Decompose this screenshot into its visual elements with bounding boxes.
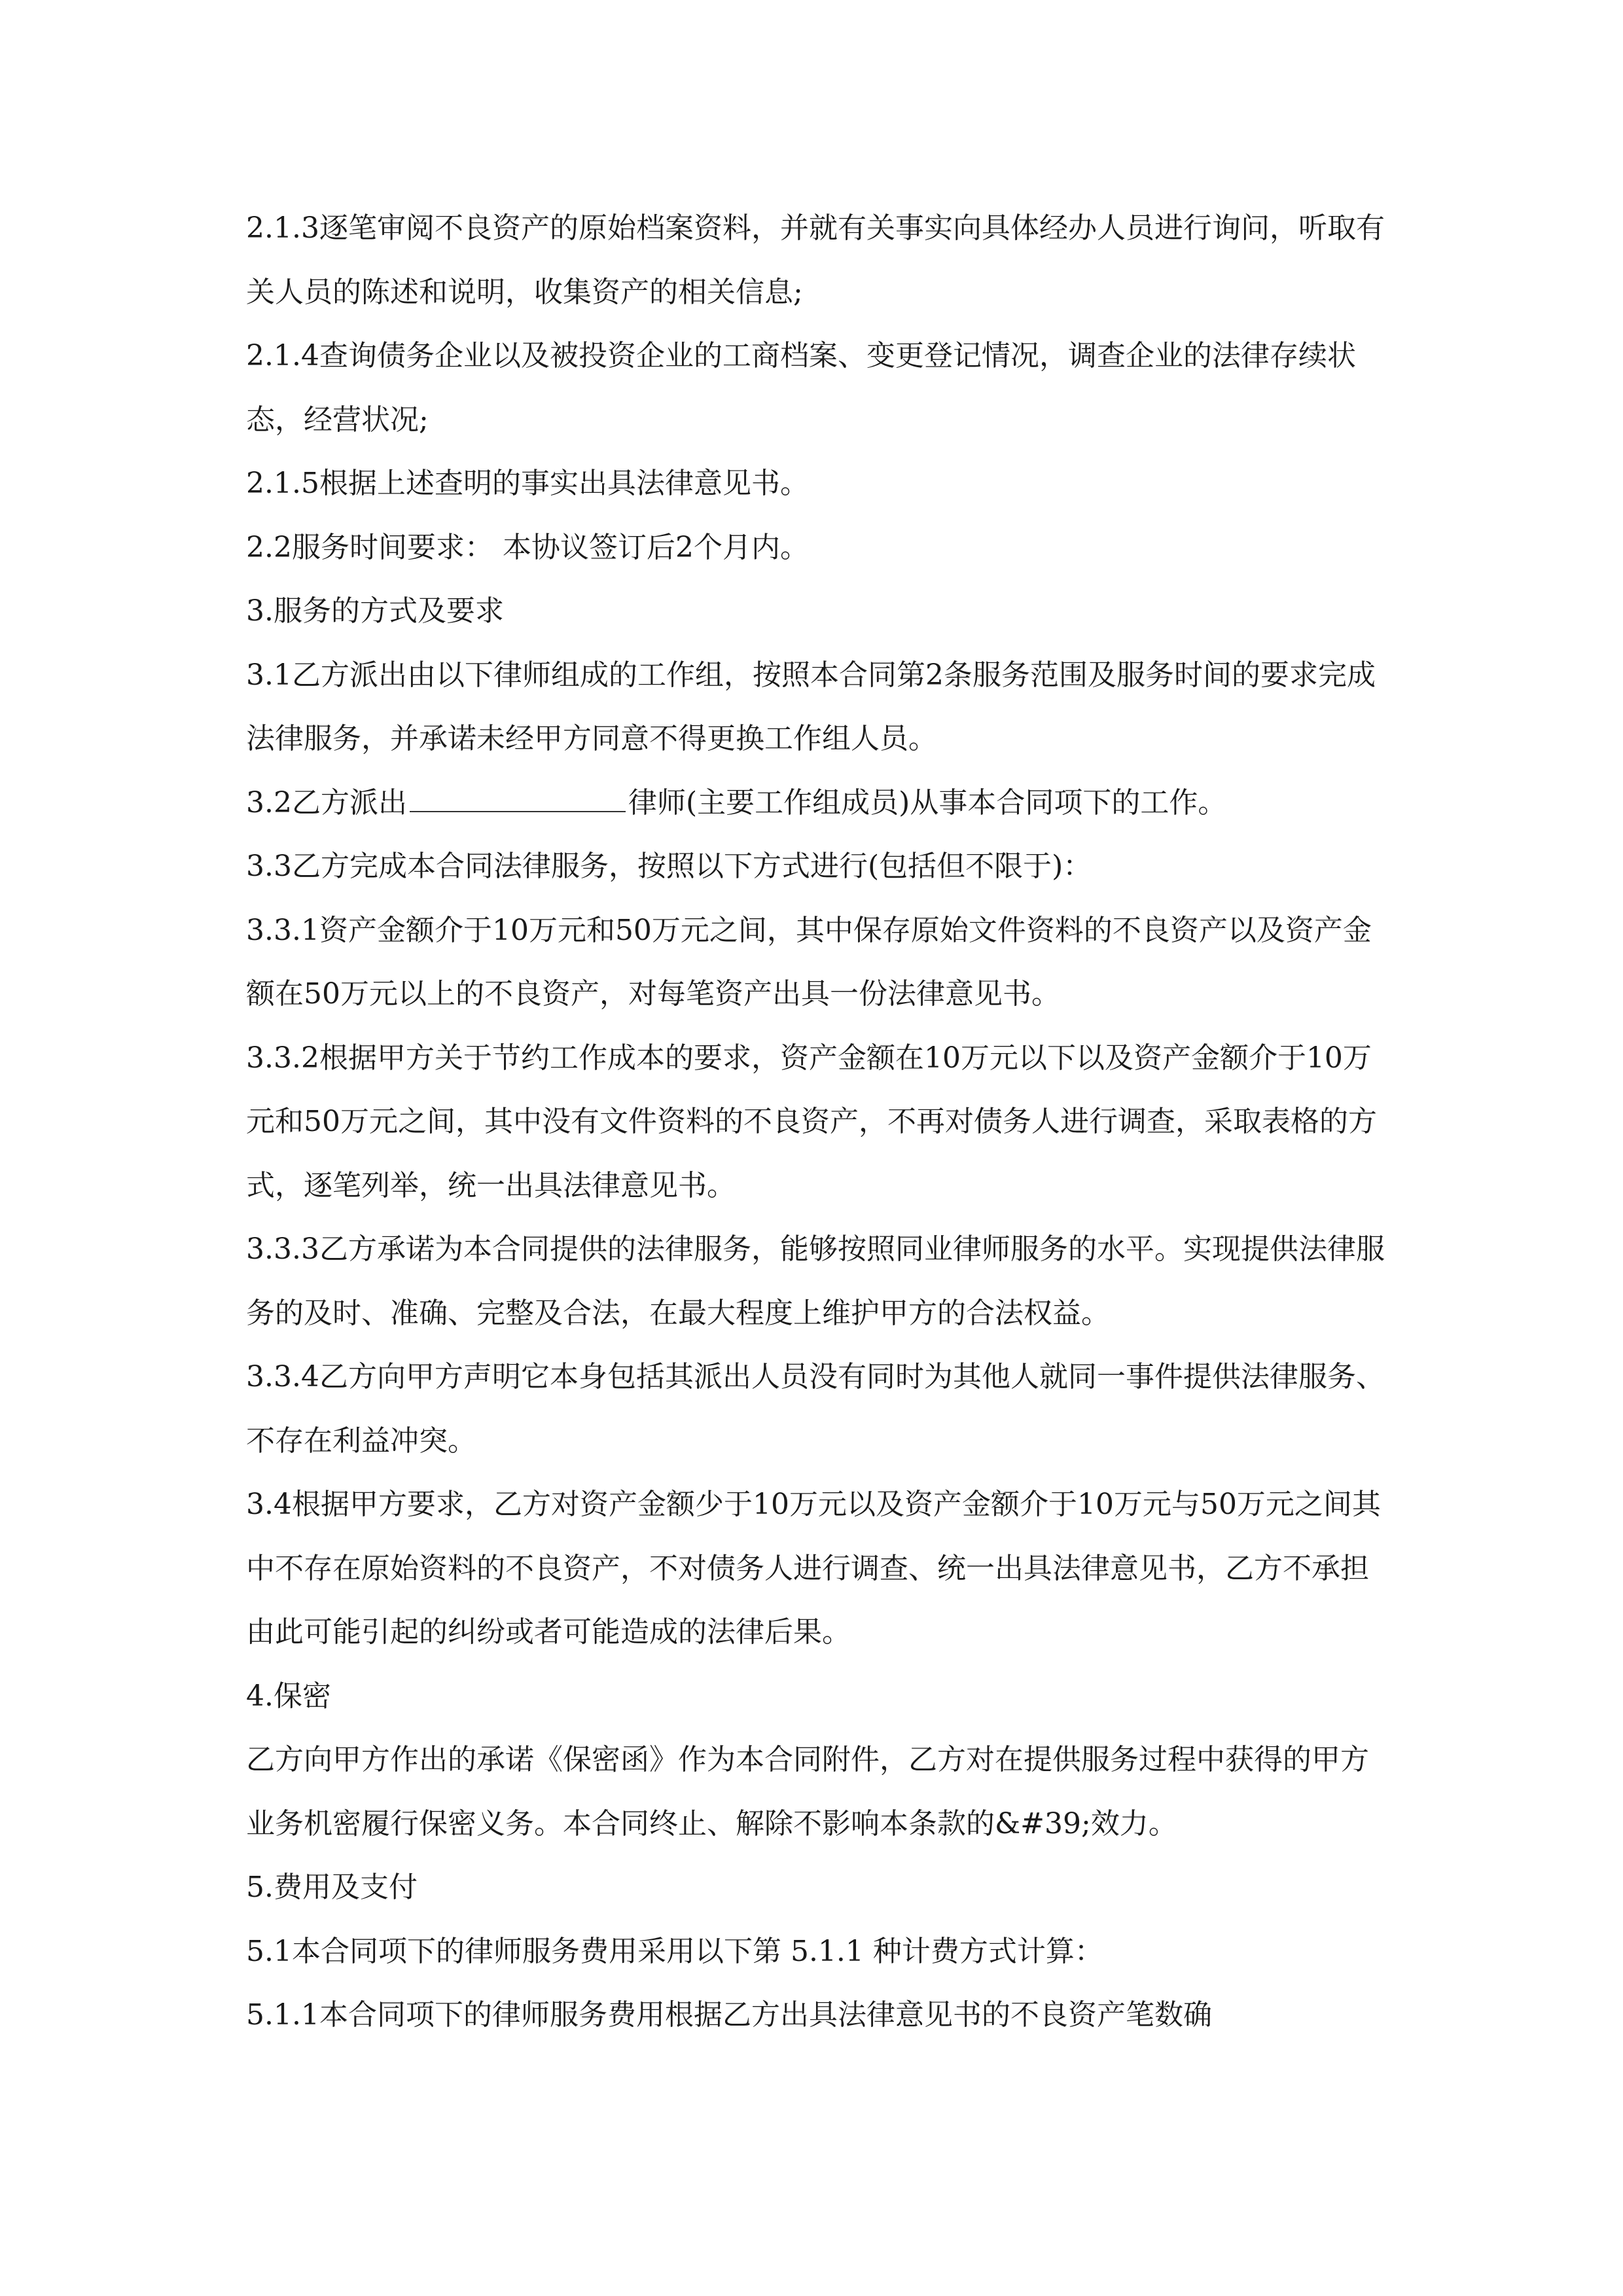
clause-3-2-after: 律师(主要工作组成员)从事本合同项下的工作。 <box>628 785 1227 819</box>
section-3-heading: 3.服务的方式及要求 <box>246 594 504 628</box>
clause-5-1: 5.1本合同项下的律师服务费用采用以下第 5.1.1 种计费方式计算： <box>246 1934 1103 1968</box>
clause-5-1-1: 5.1.1本合同项下的律师服务费用根据乙方出具法律意见书的不良资产笔数确 <box>246 1998 1212 2032</box>
section-4-heading: 4.保密 <box>246 1679 331 1713</box>
clause-3-4: 3.4根据甲方要求，乙方对资产金额少于10万元以及资产金额介于10万元与50万元之间其中不存在原始资料的不良资产，不对债务人进行调查、统一出具法律意见书，乙方不承担由此可能引起的纠纷或者可能造成的法律后果。 <box>246 1488 1381 1649</box>
clause-3-3-4: 3.3.4乙方向甲方声明它本身包括其派出人员没有同时为其他人就同一事件提供法律服务、不存在利益冲突。 <box>246 1360 1385 1458</box>
clause-3-1: 3.1乙方派出由以下律师组成的工作组，按照本合同第2条服务范围及服务时间的要求完成法律服务，并承诺未经甲方同意不得更换工作组人员。 <box>246 658 1376 755</box>
clause-2-1-3: 2.1.3逐笔审阅不良资产的原始档案资料，并就有关事实向具体经办人员进行询问，听取有关人员的陈述和说明，收集资产的相关信息; <box>246 211 1385 309</box>
fill-in-blank <box>410 789 626 812</box>
clause-3-3-2: 3.3.2根据甲方关于节约工作成本的要求，资产金额在10万元以下以及资产金额介于10万元和50万元之间，其中没有文件资料的不良资产，不再对债务人进行调查，采取表格的方式，逐笔列举，统一出具法律意见书。 <box>246 1041 1377 1202</box>
clause-2-2: 2.2服务时间要求： 本协议签订后2个月内。 <box>246 530 809 564</box>
document-body <box>246 196 1385 2047</box>
clause-3-2 <box>246 771 1385 835</box>
clause-2-1-4: 2.1.4查询债务企业以及被投资企业的工商档案、变更登记情况，调查企业的法律存续状态，经营状况; <box>246 339 1356 437</box>
clause-3-3-3: 3.3.3乙方承诺为本合同提供的法律服务，能够按照同业律师服务的水平。实现提供法律服务的及时、准确、完整及合法，在最大程度上维护甲方的合法权益。 <box>246 1232 1385 1330</box>
confidentiality-paragraph: 乙方向甲方作出的承诺《保密函》作为本合同附件，乙方对在提供服务过程中获得的甲方业务机密履行保密义务。本合同终止、解除不影响本条款的&#39;效力。 <box>246 1743 1369 1840</box>
clause-3-3: 3.3乙方完成本合同法律服务，按照以下方式进行(包括但不限于)： <box>246 850 1092 883</box>
clause-3-3-1: 3.3.1资产金额介于10万元和50万元之间，其中保存原始文件资料的不良资产以及资产金额在50万元以上的不良资产，对每笔资产出具一份法律意见书。 <box>246 913 1372 1011</box>
clause-3-2-before: 3.2乙方派出 <box>246 785 407 819</box>
section-5-heading: 5.费用及支付 <box>246 1871 418 1904</box>
clause-2-1-5: 2.1.5根据上述查明的事实出具法律意见书。 <box>246 467 809 500</box>
